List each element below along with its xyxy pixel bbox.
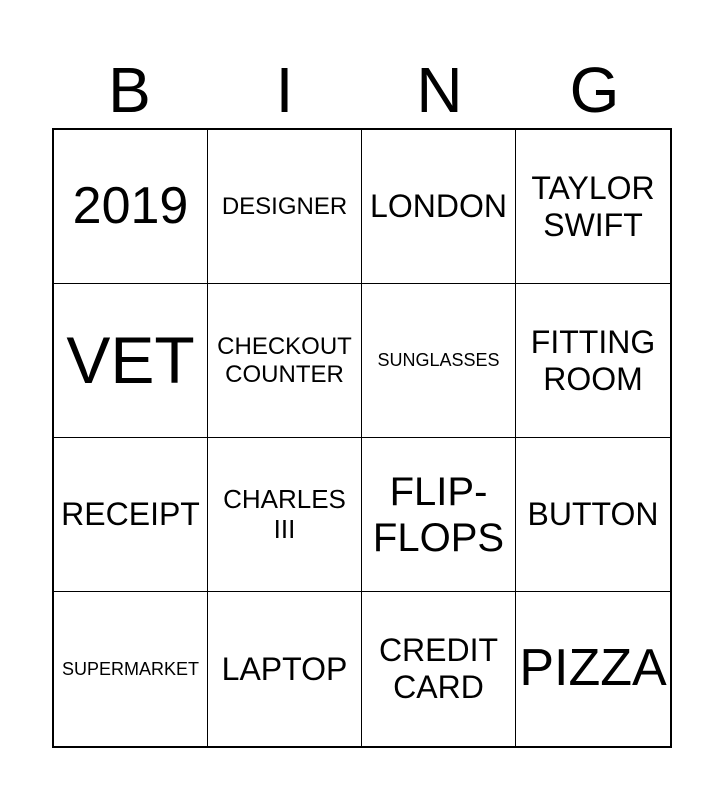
bingo-header <box>52 52 672 128</box>
cell-label: TAYLOR SWIFT <box>531 169 655 243</box>
bingo-cell[interactable] <box>54 130 208 284</box>
bingo-cell[interactable] <box>54 284 208 438</box>
bingo-card-grid <box>52 128 672 748</box>
bingo-cell[interactable] <box>362 130 516 284</box>
bingo-cell[interactable] <box>54 438 208 592</box>
header-letter-i: I <box>275 54 294 126</box>
bingo-cell[interactable] <box>208 438 362 592</box>
bingo-cell[interactable] <box>516 284 670 438</box>
header-letter-n: N <box>416 54 463 126</box>
cell-label: LONDON <box>370 188 507 225</box>
cell-label: SUNGLASSES <box>377 350 500 371</box>
cell-label: DESIGNER <box>221 192 348 220</box>
cell-label: FLIP- FLOPS <box>372 469 505 560</box>
bingo-cell[interactable] <box>208 592 362 746</box>
cell-label: CHECKOUT COUNTER <box>217 332 352 388</box>
cell-label: CHARLES III <box>223 483 346 544</box>
bingo-cell[interactable] <box>208 130 362 284</box>
cell-label: 2019 <box>72 176 189 235</box>
cell-label: CREDIT CARD <box>378 632 499 705</box>
cell-label: FITTING ROOM <box>530 323 656 397</box>
cell-label: PIZZA <box>519 639 667 698</box>
bingo-cell[interactable] <box>362 284 516 438</box>
header-letter-b: B <box>108 54 151 126</box>
bingo-cell[interactable] <box>362 592 516 746</box>
bingo-cell[interactable] <box>54 592 208 746</box>
bingo-cell[interactable] <box>208 284 362 438</box>
cell-label: LAPTOP <box>221 650 348 687</box>
bingo-cell[interactable] <box>516 438 670 592</box>
bingo-cell[interactable] <box>516 592 670 746</box>
cell-label: BUTTON <box>527 496 659 533</box>
bingo-cell[interactable] <box>516 130 670 284</box>
bingo-cell[interactable] <box>362 438 516 592</box>
cell-label: RECEIPT <box>61 496 200 533</box>
cell-label: VET <box>66 322 195 397</box>
header-letter-g: G <box>569 54 620 126</box>
cell-label: SUPERMARKET <box>61 658 200 679</box>
